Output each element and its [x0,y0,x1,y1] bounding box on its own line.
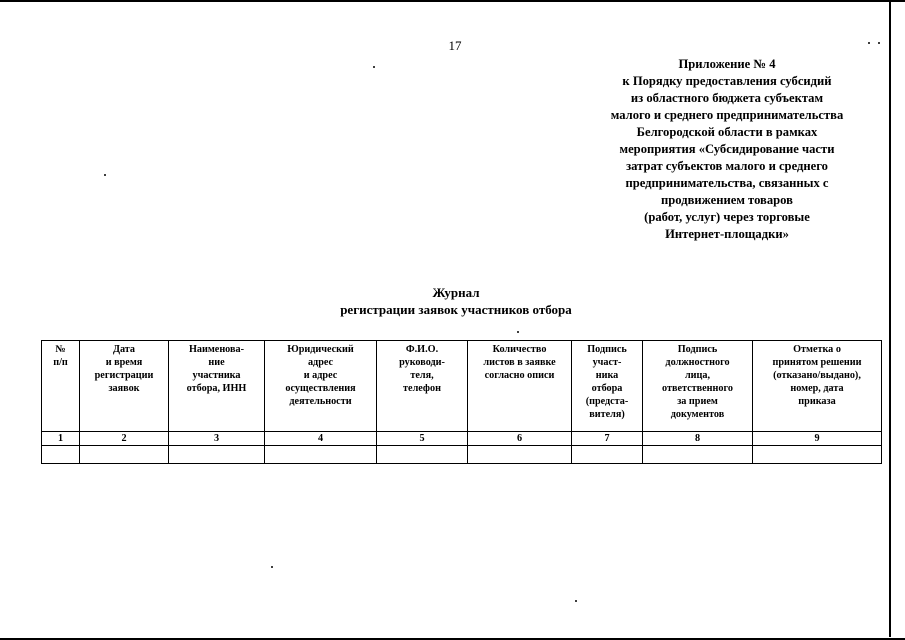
appendix-line: мероприятия «Субсидирование части [619,142,835,156]
header-cell-official-signature [643,341,753,432]
header-text: лица, [684,370,711,381]
column-number-row [42,432,882,446]
header-text: ответственного [662,383,733,394]
header-text: должностного [665,357,730,368]
appendix-heading [566,56,888,243]
scan-speck [104,174,106,176]
header-text: и адрес [303,370,338,381]
empty-cell [468,446,572,464]
table-header-row [42,341,882,432]
header-text: Дата [112,344,136,355]
appendix-line: малого и среднего предпринимательства [610,108,844,122]
header-text: (отказано/выдано), [773,370,861,381]
empty-cell [80,446,169,464]
appendix-line: продвижением товаров [661,193,793,207]
header-text: отбора, ИНН [186,383,247,394]
page-number: 17 [448,38,462,53]
column-number-cell: 5 [377,432,468,446]
header-text: (предста- [585,396,629,407]
empty-cell [169,446,265,464]
appendix-line: (работ, услуг) через торговые [644,210,810,224]
header-cell-number [42,341,80,432]
column-number-cell: 1 [42,432,80,446]
header-text: ника [595,370,619,381]
header-text: п/п [53,357,68,368]
scan-speck [575,600,577,602]
header-text: регистрации [94,370,154,381]
header-cell-sheet-count [468,341,572,432]
header-text: отбора [591,383,623,394]
scan-border-top [0,0,905,2]
header-cell-decision-mark [753,341,882,432]
scan-speck [517,331,519,333]
header-text: телефон [403,383,441,394]
header-text: осуществления [285,383,356,394]
appendix-line: Интернет-площадки» [665,227,789,241]
column-number-cell: 7 [572,432,643,446]
header-text: деятельности [289,396,352,407]
header-text: Наименова- [188,344,245,355]
header-text: участ- [592,357,622,368]
header-text: приказа [798,396,836,407]
header-text: вителя) [589,409,625,420]
column-number-cell: 8 [643,432,753,446]
header-text: Подпись [677,344,718,355]
header-cell-head-name [377,341,468,432]
header-cell-date [80,341,169,432]
empty-cell [643,446,753,464]
header-text: и время [105,357,143,368]
empty-cell [265,446,377,464]
header-text: Подпись [587,344,627,355]
journal-title-line: Журнал [432,285,480,300]
header-text: Юридический [287,344,354,355]
scan-speck [868,42,870,44]
header-text: документов [670,409,725,420]
header-text: листов в заявке [483,357,556,368]
scan-border-right [889,0,891,640]
empty-cell [753,446,882,464]
header-text: заявок [108,383,140,394]
column-number-cell: 3 [169,432,265,446]
appendix-line: к Порядку предоставления субсидий [622,74,832,88]
header-cell-participant-signature [572,341,643,432]
appendix-line: затрат субъектов малого и среднего [626,159,828,173]
column-number-cell: 4 [265,432,377,446]
header-text: теля, [410,370,434,381]
journal-subtitle-line: регистрации заявок участников отбора [340,302,572,317]
scan-speck [373,66,375,68]
empty-cell [377,446,468,464]
appendix-line: предпринимательства, связанных с [625,176,829,190]
journal-title [255,284,657,318]
header-text: участника [192,370,241,381]
header-text: ние [208,357,225,368]
column-number-cell: 6 [468,432,572,446]
header-text: адрес [307,357,334,368]
column-number-cell: 9 [753,432,882,446]
header-text: согласно описи [484,370,555,381]
header-text: Ф.И.О. [405,344,439,355]
empty-cell [42,446,80,464]
column-number-cell: 2 [80,432,169,446]
scan-speck [271,566,273,568]
header-text: руководи- [399,357,445,368]
empty-cell [572,446,643,464]
appendix-line: из областного бюджета субъектам [630,91,824,105]
registration-table [41,340,882,464]
table-row [42,446,882,464]
header-text: Количество [492,344,547,355]
appendix-line: Белгородской области в рамках [636,125,818,139]
header-text: Отметка о [793,344,841,355]
header-text: принятом решении [772,357,862,368]
header-text: номер, дата [790,383,844,394]
appendix-line: Приложение № 4 [678,57,776,71]
header-cell-address [265,341,377,432]
header-text: № [55,344,66,355]
scan-speck [878,42,880,44]
header-cell-name [169,341,265,432]
header-text: за прием [677,396,718,407]
